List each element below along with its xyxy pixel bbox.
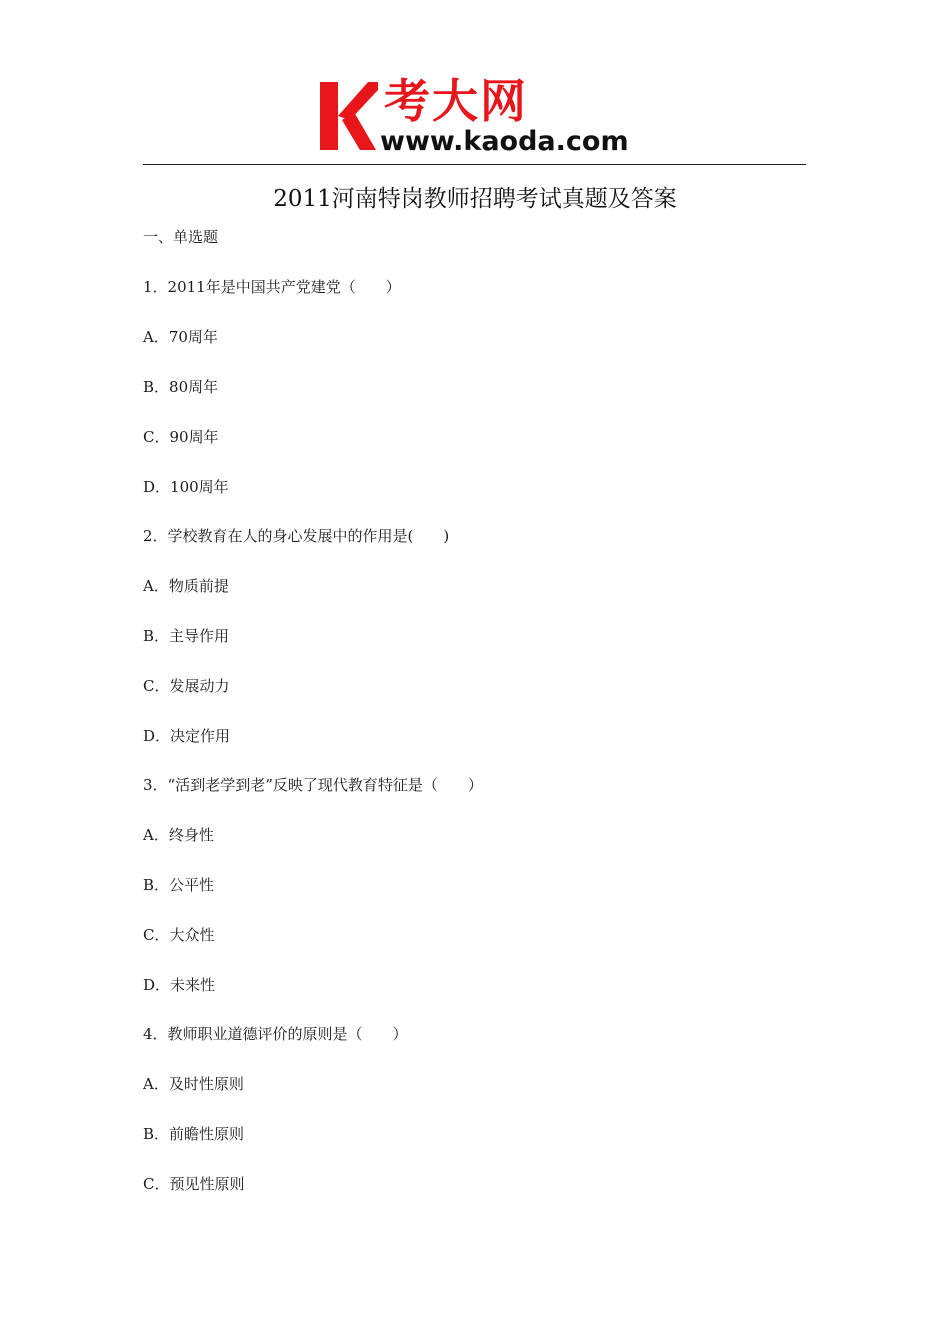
question-option: A．70周年 (143, 328, 218, 346)
question-stem: 1．2011年是中国共产党建党（ ） (143, 278, 401, 296)
question-option: C．90周年 (143, 428, 219, 446)
question-stem: 4．教师职业道德评价的原则是（ ） (143, 1025, 408, 1043)
question-option: D．决定作用 (143, 727, 231, 745)
question-option: C．大众性 (143, 926, 215, 944)
question-option: B．公平性 (143, 876, 215, 894)
logo-url-text: www.kaoda.com (380, 126, 629, 157)
k-logo-icon (318, 80, 378, 152)
question-option: A．及时性原则 (143, 1075, 244, 1093)
section-heading: 一、单选题 (143, 228, 219, 246)
logo-chinese-text: 考大网 (384, 74, 528, 128)
question-option: A．终身性 (143, 826, 214, 844)
question-option: C．预见性原则 (143, 1175, 245, 1193)
question-option: D．未来性 (143, 976, 216, 994)
question-option: A．物质前提 (143, 577, 229, 595)
question-stem: 2．学校教育在人的身心发展中的作用是( ) (143, 527, 450, 545)
header-divider (143, 164, 806, 165)
question-option: C．发展动力 (143, 677, 230, 695)
question-option: B．主导作用 (143, 627, 230, 645)
question-option: D．100周年 (143, 478, 229, 496)
question-stem: 3．“活到老学到老”反映了现代教育特征是（ ） (143, 776, 483, 794)
question-option: B．80周年 (143, 378, 219, 396)
kaoda-logo (318, 76, 648, 160)
document-title: 2011河南特岗教师招聘考试真题及答案 (273, 186, 677, 212)
question-option: B．前瞻性原则 (143, 1125, 245, 1143)
